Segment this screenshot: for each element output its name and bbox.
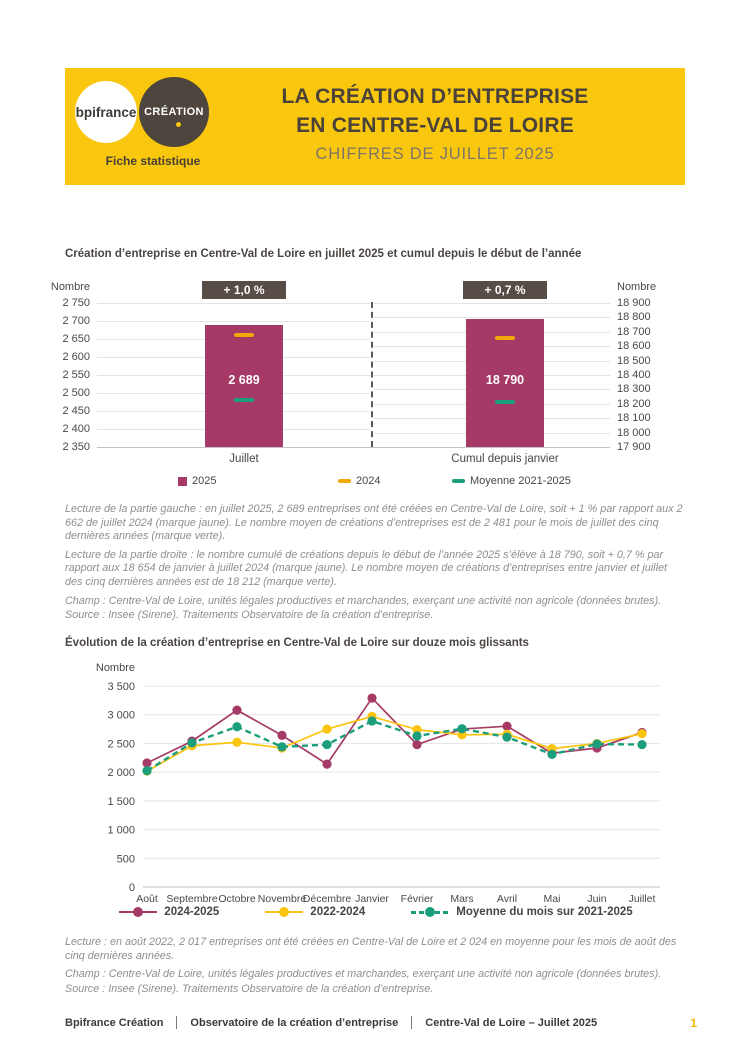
legend-swatch-2024 [338, 479, 351, 483]
page-title-line1: LA CRÉATION D’ENTREPRISE [281, 85, 589, 108]
month-label: Septembre [166, 893, 218, 905]
data-point-Moyenne-du-mois-sur-2021-2025 [277, 742, 286, 751]
legend-swatch-moyenne [452, 479, 465, 483]
axis-tick-label: 18 900 [617, 297, 651, 309]
series-line-2024-2025 [147, 698, 642, 764]
month-label: Juillet [628, 893, 656, 905]
legend-label-2025: 2025 [192, 475, 217, 487]
axis-tick-label: 18 400 [617, 369, 651, 381]
data-point-Moyenne-du-mois-sur-2021-2025 [187, 738, 196, 747]
legend-item-2024-2025 [119, 906, 219, 918]
data-point-2024-2025 [277, 731, 286, 740]
bar-chart-title: Création d’entreprise en Centre-Val de Loire en juillet 2025 et cumul depuis le début de l’année [65, 248, 582, 260]
legend-marker-moyenne-mois [411, 907, 449, 918]
axis-baseline [97, 447, 610, 448]
axis-tick-label: 18 200 [617, 397, 651, 410]
line-chart-title: Évolution de la création d’entreprise en Centre-Val de Loire sur douze mois glissants [65, 637, 529, 649]
month-label: Mars [450, 893, 474, 905]
axis-tick-label: 2 450 [62, 405, 90, 417]
legend-marker-2024-2025 [119, 907, 157, 918]
axis-tick-label: 1 000 [107, 824, 135, 837]
data-point-Moyenne-du-mois-sur-2021-2025 [412, 731, 421, 740]
data-point-Moyenne-du-mois-sur-2021-2025 [502, 733, 511, 742]
line-chart-legend [65, 906, 687, 918]
legend-label-2022-2024: 2022-2024 [310, 906, 366, 918]
data-point-2024-2025 [367, 693, 376, 702]
data-point-Moyenne-du-mois-sur-2021-2025 [367, 716, 376, 725]
axis-tick-label: 18 500 [617, 354, 651, 367]
line-chart-notes [65, 936, 687, 997]
month-label: Février [400, 893, 434, 905]
axis-tick-label: 2 400 [62, 423, 90, 435]
axis-tick-label: 0 [128, 882, 135, 894]
page-subtitle: CHIFFRES DE JUILLET 2025 [315, 145, 555, 163]
month-label: Mai [543, 893, 561, 905]
axis-tick-label: 17 900 [617, 441, 651, 453]
marker-moyenne-2021-2025 [495, 400, 515, 404]
footer-separator [176, 1016, 177, 1029]
champ-text: Champ : Centre-Val de Loire, unités légales productives et marchandes, exerçant une activité non agricole (données brutes). [65, 594, 662, 607]
bar-chart-legend [65, 475, 687, 491]
axis-tick-label: 18 100 [617, 412, 651, 425]
axis-tick-label: 18 700 [617, 325, 651, 338]
month-label: Novembre [257, 893, 307, 905]
creation-logo-label: CRÉATION [144, 106, 204, 118]
data-point-2024-2025 [412, 740, 421, 749]
series-line-Moyenne-du-mois-sur-2021-2025 [147, 721, 642, 771]
y-axis-title-line-chart: Nombre [95, 662, 135, 674]
axis-tick-label: 18 600 [617, 340, 651, 353]
axis-tick-label: 3 500 [107, 681, 135, 693]
month-label: Octobre [218, 893, 256, 905]
data-point-2022-2024 [322, 724, 331, 733]
data-point-Moyenne-du-mois-sur-2021-2025 [592, 739, 601, 748]
footer-separator [411, 1016, 412, 1029]
axis-tick-label: 2 600 [62, 351, 90, 363]
axis-tick-label: 18 000 [617, 426, 651, 439]
y-axis-title-left: Nombre [50, 281, 90, 293]
axis-tick-label: 3 000 [107, 709, 135, 722]
axis-tick-label: 18 800 [617, 311, 651, 324]
growth-badge: + 1,0 % [202, 281, 286, 299]
legend-label-moyenne-mois: Moyenne du mois sur 2021-2025 [456, 906, 633, 918]
lecture-ligne-text: Lecture : en août 2022, 2 017 entreprises ont été créées en Centre-Val de Loire et 2 024 en moyenne pour les mois de août des cinq dernières années. [65, 936, 677, 962]
legend-label-2024-2025: 2024-2025 [164, 906, 220, 918]
marker-moyenne-2021-2025 [234, 398, 254, 402]
axis-tick-label: 2 500 [107, 738, 135, 751]
footer-observatoire: Observatoire de la création d’entreprise [190, 1016, 399, 1029]
axis-tick-label: 2 750 [62, 297, 90, 309]
lecture-droite-text: Lecture de la partie droite : le nombre cumulé de créations depuis le début de l’année 2025 s’élève à 18 790, soit + 0,7 % par rapport aux 18 654 de janvier à juillet 2024 (marque jaune). Le nombre moyen de créations d’entreprises entre janvier et juillet des cinq dernières années est de 18 212 (marque verte). [65, 548, 667, 588]
marker-2024 [495, 336, 515, 340]
marker-2024 [234, 333, 254, 337]
data-point-Moyenne-du-mois-sur-2021-2025 [457, 724, 466, 733]
axis-tick-label: 18 300 [617, 383, 651, 396]
month-label: Avril [496, 893, 518, 905]
legend-item-moyenne-mois [411, 906, 632, 918]
champ-text-2: Champ : Centre-Val de Loire, unités légales productives et marchandes, exerçant une activité non agricole (données brutes). [65, 968, 662, 981]
footer [65, 1016, 597, 1029]
month-label: Décembre [302, 893, 352, 905]
axis-tick-label: 500 [116, 853, 135, 866]
data-point-2024-2025 [322, 760, 331, 769]
legend-item-moyenne [452, 475, 571, 487]
axis-tick-label: 2 700 [62, 315, 90, 327]
header-tagline: Fiche statistique [105, 154, 201, 168]
legend-label-2024: 2024 [356, 475, 381, 487]
bpifrance-logo-label: bpifrance [75, 104, 137, 120]
legend-marker-2022-2024 [265, 907, 303, 918]
data-point-2022-2024 [232, 738, 241, 747]
panel-divider [371, 302, 373, 447]
legend-label-moyenne: Moyenne 2021-2025 [470, 475, 571, 487]
category-label: Juillet [229, 453, 259, 465]
axis-tick-label: 2 650 [62, 333, 90, 345]
gridline [374, 303, 610, 304]
axis-tick-label: 2 350 [62, 441, 90, 453]
source-text-2: Source : Insee (Sirene). Traitements Observatoire de la création d’entreprise. [65, 982, 434, 995]
category-label: Cumul depuis janvier [451, 453, 559, 465]
growth-badge: + 0,7 % [463, 281, 547, 299]
data-point-2022-2024 [637, 729, 646, 738]
axis-tick-label: 2 000 [107, 767, 135, 780]
data-point-Moyenne-du-mois-sur-2021-2025 [232, 722, 241, 731]
month-label: Janvier [355, 893, 389, 905]
data-point-Moyenne-du-mois-sur-2021-2025 [637, 740, 646, 749]
axis-tick-label: 2 500 [62, 387, 90, 399]
data-point-2024-2025 [232, 706, 241, 715]
bar-chart-notes [65, 503, 687, 624]
month-label: Août [136, 893, 158, 905]
axis-tick-label: 2 550 [62, 369, 90, 381]
legend-swatch-2025 [178, 477, 187, 486]
source-text: Source : Insee (Sirene). Traitements Observatoire de la création d’entreprise. [65, 609, 434, 622]
y-axis-title-right: Nombre [617, 281, 657, 293]
data-point-Moyenne-du-mois-sur-2021-2025 [142, 766, 151, 775]
footer-region-date: Centre-Val de Loire – Juillet 2025 [425, 1016, 598, 1029]
gridline [97, 321, 370, 322]
data-point-Moyenne-du-mois-sur-2021-2025 [322, 740, 331, 749]
lecture-gauche-text: Lecture de la partie gauche : en juillet 2025, 2 689 entreprises ont été créées en Centre-Val de Loire, soit + 1 % par rapport aux 2 662 de juillet 2024 (marque jaune). Le nombre moyen de créations d’entreprises est de 2 481 pour le mois de juillet des cinq dernières années (marque verte). [65, 503, 683, 543]
data-point-2024-2025 [502, 722, 511, 731]
footer-brand: Bpifrance Création [65, 1016, 164, 1029]
legend-item-2022-2024 [265, 906, 365, 918]
month-label: Juin [587, 893, 607, 905]
data-point-Moyenne-du-mois-sur-2021-2025 [547, 750, 556, 759]
page-number: 1 [690, 1016, 697, 1030]
gridline [97, 303, 370, 304]
bar-value-label: 18 790 [485, 373, 525, 387]
bar-value-label: 2 689 [228, 373, 260, 387]
page-title-line2: EN CENTRE-VAL DE LOIRE [296, 114, 574, 137]
legend-item-2025 [178, 475, 216, 487]
legend-item-2024 [338, 475, 380, 487]
line-chart [0, 650, 750, 940]
axis-tick-label: 1 500 [107, 795, 135, 808]
